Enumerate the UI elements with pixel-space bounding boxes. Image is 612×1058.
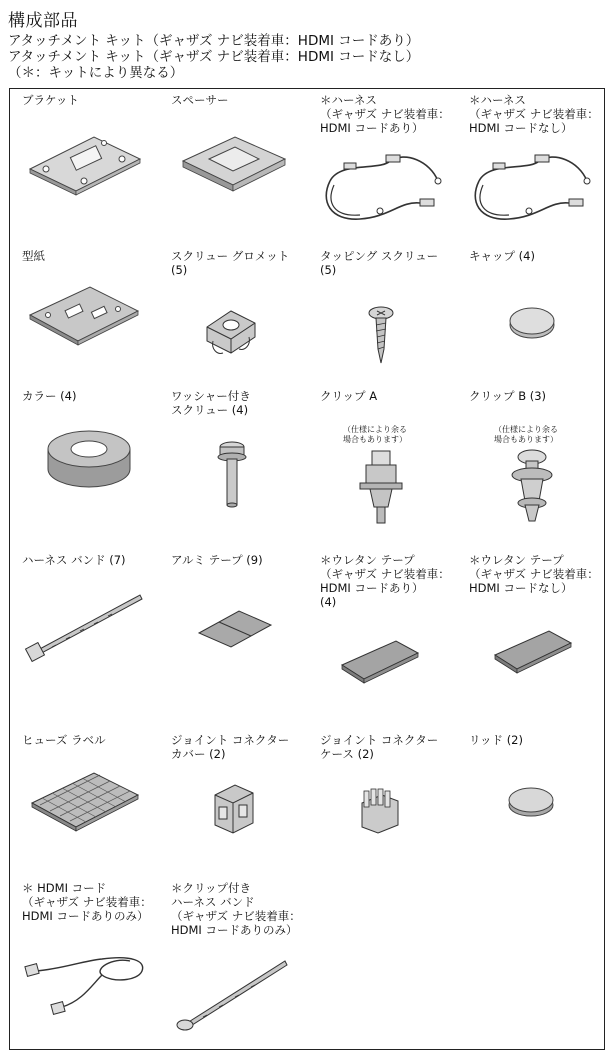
clip-b-icon [509,447,555,527]
cap-icon [507,303,557,343]
part-label: リッド (2) [469,733,523,747]
part-label: スペーサー [171,93,229,107]
part-label: ＊ハーネス （ギャザズ ナビ装着車： HDMI コードあり） [320,93,450,135]
washer-screw-icon [217,439,247,511]
collar-icon [44,429,134,491]
part-label: カラー (4) [22,389,77,403]
part-label: アルミ テープ (9) [171,553,263,567]
part-label: ＊ハーネス （ギャザズ ナビ装着車： HDMI コードなし） [469,93,599,135]
kit-line-with-hdmi: アタッチメント キット（ギャザズ ナビ装着車：HDMI コードあり） [8,33,420,49]
harness-band-icon [22,589,146,665]
part-label: タッピング スクリュー (5) [320,249,439,277]
parts-frame [9,88,605,1050]
clip-a-icon [356,447,406,527]
grommet-icon [201,297,261,359]
hdmi-cord-icon [22,941,152,1021]
fuse-label-icon [28,767,142,835]
part-label: ＊クリップ付き ハーネス バンド （ギャザズ ナビ装着車： HDMI コードありのみ） [171,881,301,937]
tapping-screw-icon [366,305,396,367]
bracket-icon [24,129,144,199]
clip-a-note: （仕様により余る 場合もあります） [343,425,407,444]
part-label: ジョイント コネクター ケース (2) [320,733,439,761]
part-label: 型紙 [22,249,45,263]
part-label: ＊ウレタン テープ （ギャザズ ナビ装着車： HDMI コードなし） [469,553,599,595]
spacer-icon [179,131,289,196]
lid-icon [507,783,557,819]
harness-icon [320,141,450,231]
part-label: ヒューズ ラベル [22,733,106,747]
aluminum-tape-icon [195,605,275,653]
part-label: クリップ A [320,389,378,403]
urethane-tape-icon [338,637,422,687]
connector-cover-icon [209,781,259,837]
part-label: ＊ウレタン テープ （ギャザズ ナビ装着車： HDMI コードあり） (4) [320,553,450,609]
connector-case-icon [354,787,404,837]
part-label: スクリュー グロメット (5) [171,249,290,277]
part-label: ＊ HDMI コード （ギャザズ ナビ装着車： HDMI コードありのみ） [22,881,152,923]
part-label: クリップ B (3) [469,389,547,403]
template-icon [26,283,142,349]
kit-line-without-hdmi: アタッチメント キット（ギャザズ ナビ装着車：HDMI コードなし） [8,49,420,65]
part-label: ハーネス バンド (7) [22,553,126,567]
clip-b-note: （仕様により余る 場合もあります） [494,425,558,444]
part-label: キャップ (4) [469,249,535,263]
page-title: 構成部品 [8,11,78,31]
harness-icon [469,141,599,231]
urethane-tape-icon [491,627,575,677]
kit-note: （＊：キットにより異なる） [8,65,184,81]
part-label: ブラケット [22,93,79,107]
part-label: ジョイント コネクター カバー (2) [171,733,290,761]
part-label: ワッシャー付き スクリュー (4) [171,389,251,417]
clip-band-icon [171,955,295,1035]
